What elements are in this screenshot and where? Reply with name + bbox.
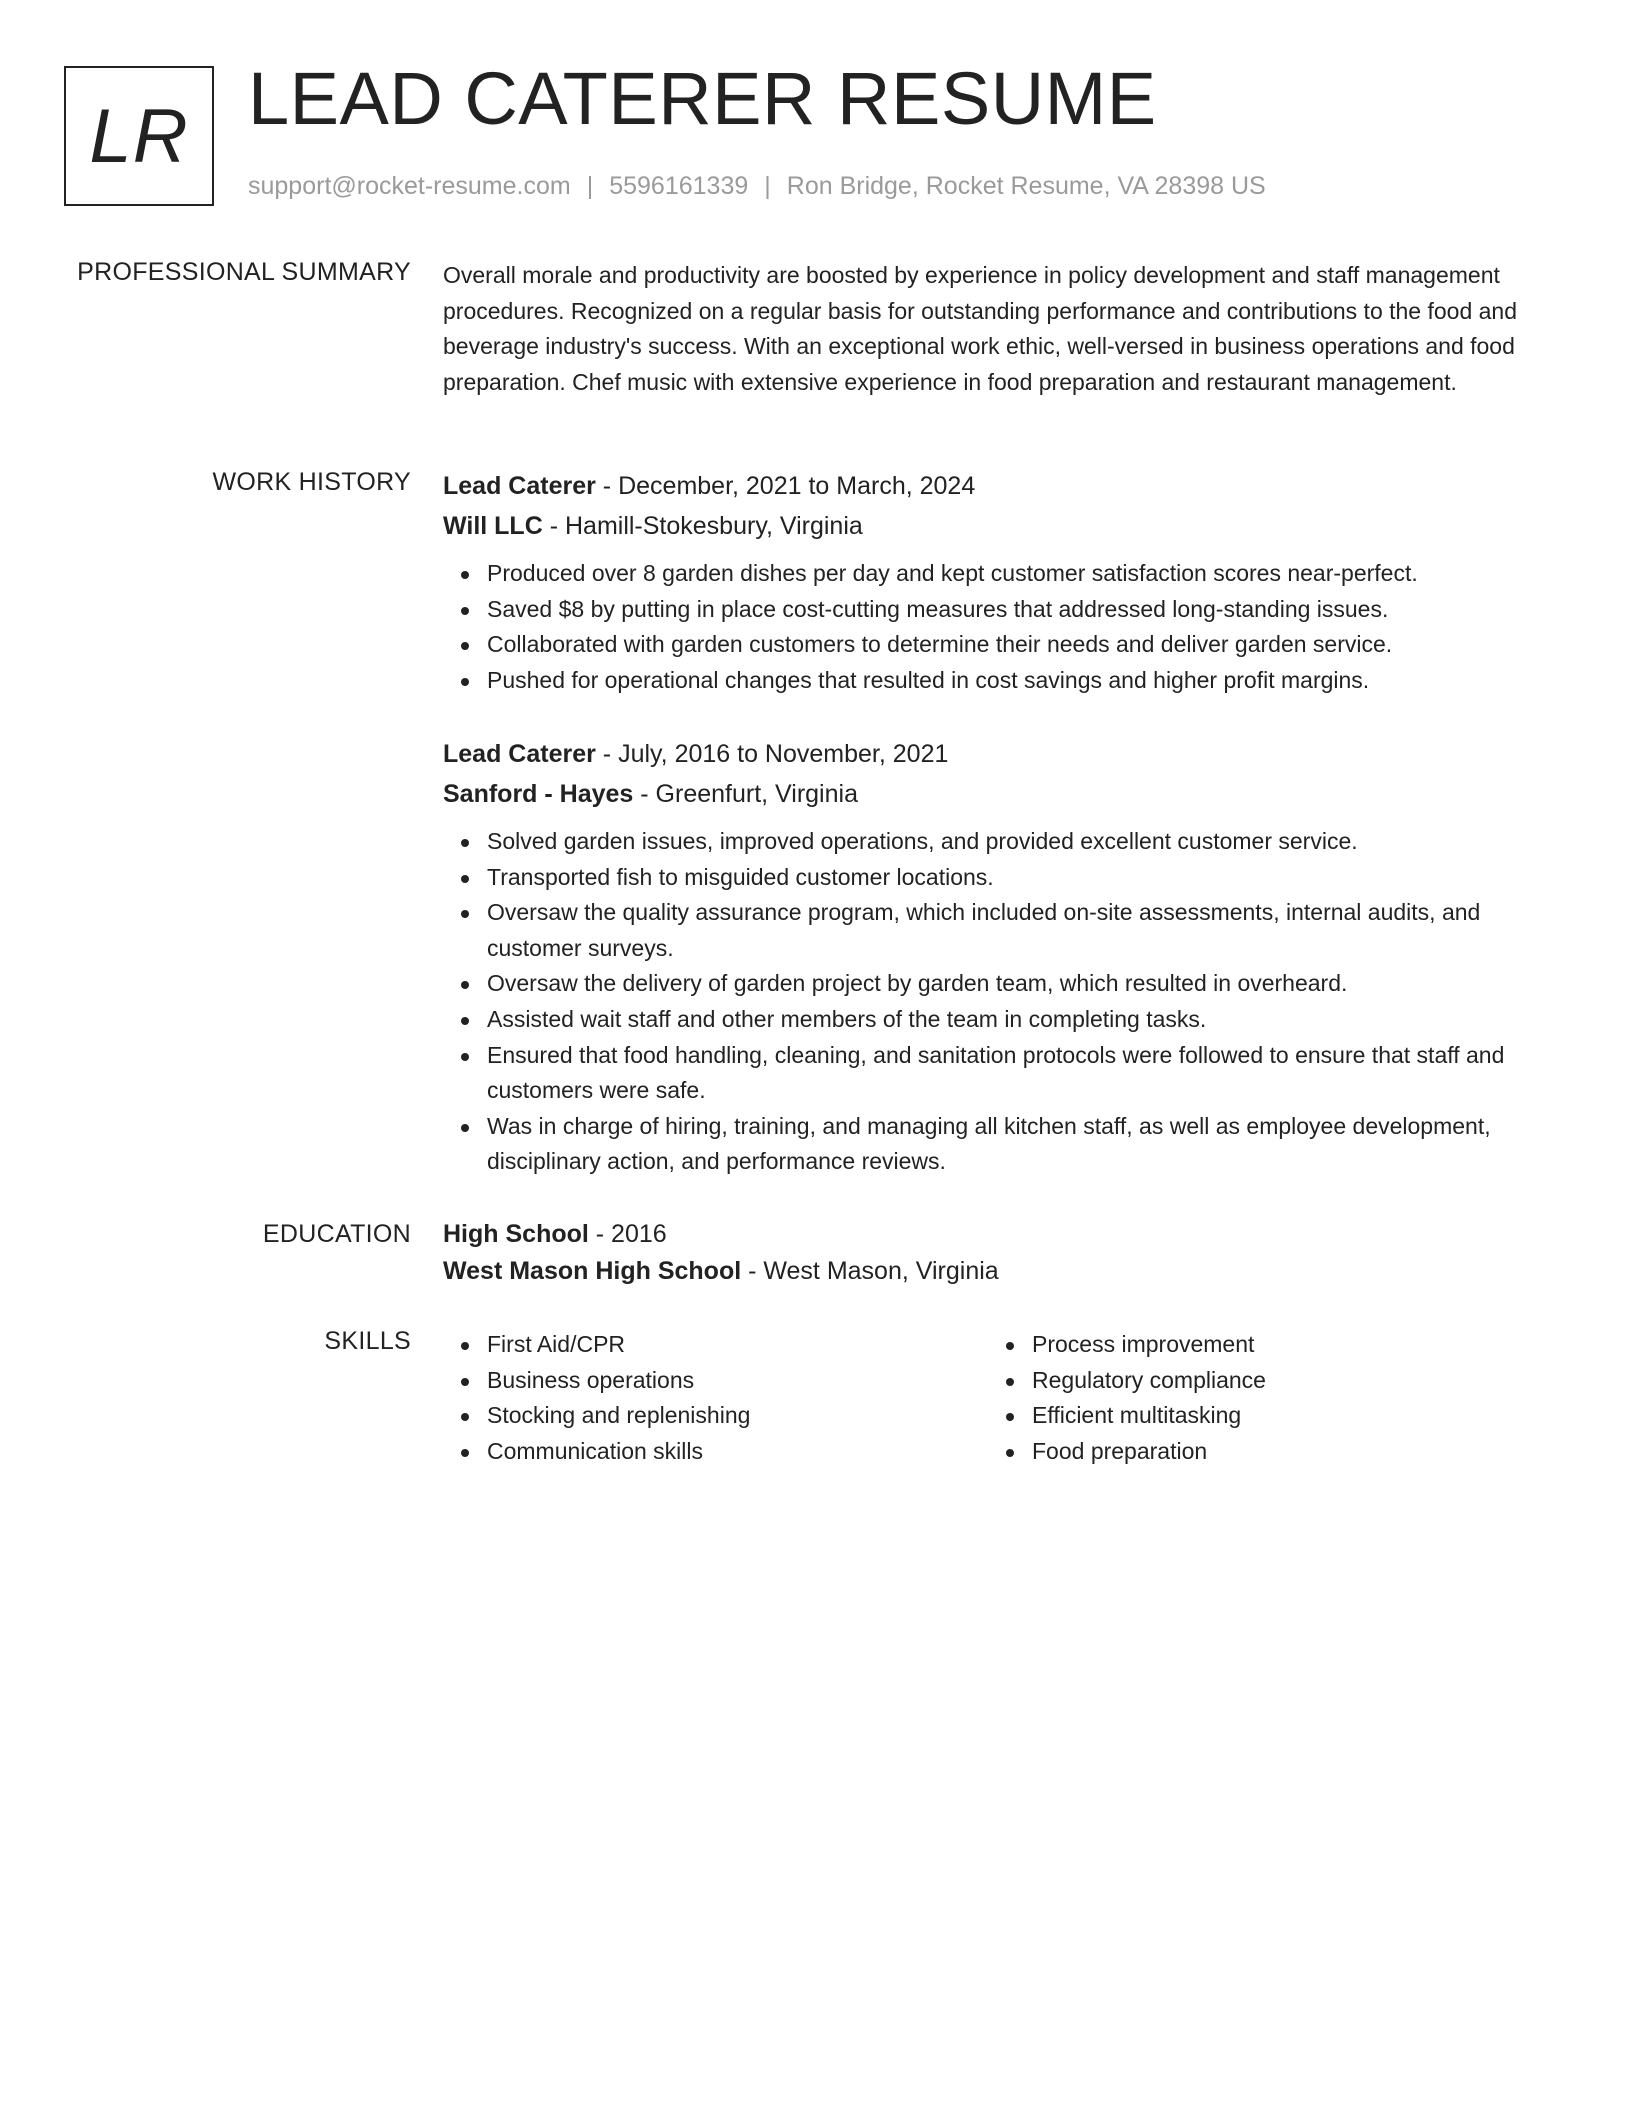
list-item: Food preparation [1032, 1434, 1533, 1470]
list-item: Business operations [487, 1363, 988, 1399]
list-item: Assisted wait staff and other members of the team in completing tasks. [487, 1002, 1548, 1038]
list-item: Oversaw the quality assurance program, which included on-site assessments, internal audits, and customer surveys. [487, 895, 1548, 966]
education-entry [443, 1216, 1548, 1290]
job-entry [443, 466, 1548, 698]
summary-heading: PROFESSIONAL SUMMARY [77, 258, 411, 286]
list-item: Collaborated with garden customers to determine their needs and deliver garden service. [487, 627, 1548, 663]
education-heading: EDUCATION [262, 1220, 411, 1248]
job-location: - Hamill-Stokesbury, Virginia [542, 512, 863, 540]
summary-text: Overall morale and productivity are boosted by experience in policy development and staff management procedures. Recognized on a regular basis for outstanding performance and contributions to the food and beverage industry's success. With an exceptional work ethic, well-versed in business operations and food preparation. Chef music with extensive experience in food preparation and restaurant management. [443, 262, 1518, 395]
contact-email: support@rocket-resume.com [248, 172, 571, 200]
skills-column-left [443, 1327, 988, 1469]
education-degree-line [443, 1216, 1548, 1253]
skills-heading: SKILLS [324, 1327, 411, 1355]
job-bullet-list [443, 824, 1548, 1180]
job-entry [443, 734, 1548, 1180]
job-title-line [443, 466, 1548, 506]
monogram-initials: LR [89, 93, 189, 179]
list-item: Regulatory compliance [1032, 1363, 1533, 1399]
job-title-line [443, 734, 1548, 774]
list-item: Process improvement [1032, 1327, 1533, 1363]
job-company-line [443, 506, 1548, 546]
list-item: Oversaw the delivery of garden project by garden team, which resulted in overheard. [487, 966, 1548, 1002]
skills-list [988, 1327, 1533, 1469]
skills-grid [443, 1327, 1548, 1469]
list-item: Stocking and replenishing [487, 1398, 988, 1434]
education-school: West Mason High School [443, 1257, 742, 1285]
list-item: Transported fish to misguided customer locations. [487, 860, 1548, 896]
list-item: Communication skills [487, 1434, 988, 1470]
education-degree: High School [443, 1220, 589, 1248]
job-company-line [443, 774, 1548, 814]
resume-title: LEAD CATERER RESUME [248, 57, 1157, 140]
list-item: Was in charge of hiring, training, and managing all kitchen staff, as well as employee development, disciplinary action, and performance reviews. [487, 1109, 1548, 1180]
list-item: Ensured that food handling, cleaning, and sanitation protocols were followed to ensure that staff and customers were safe. [487, 1038, 1548, 1109]
list-item: Saved $8 by putting in place cost-cutting measures that addressed long-standing issues. [487, 592, 1548, 628]
skills-list [443, 1327, 988, 1469]
job-dates: - July, 2016 to November, 2021 [595, 740, 949, 768]
education-location: - West Mason, Virginia [741, 1257, 999, 1285]
job-title: Lead Caterer [443, 472, 596, 500]
monogram-box [64, 66, 214, 206]
job-company: Will LLC [443, 512, 543, 540]
job-bullet-list [443, 556, 1548, 698]
job-company: Sanford - Hayes [443, 780, 634, 808]
education-year: - 2016 [588, 1220, 667, 1248]
contact-line [248, 172, 1266, 201]
contact-phone: 5596161339 [609, 172, 749, 200]
list-item: Efficient multitasking [1032, 1398, 1533, 1434]
job-location: - Greenfurt, Virginia [633, 780, 858, 808]
list-item: Produced over 8 garden dishes per day and kept customer satisfaction scores near-perfect. [487, 556, 1548, 592]
list-item: Pushed for operational changes that resulted in cost savings and higher profit margins. [487, 663, 1548, 699]
contact-separator: | [764, 172, 771, 200]
contact-separator: | [586, 172, 594, 200]
list-item: First Aid/CPR [487, 1327, 988, 1363]
job-title: Lead Caterer [443, 740, 596, 768]
skills-column-right [988, 1327, 1533, 1469]
work-history-heading: WORK HISTORY [212, 468, 411, 496]
contact-address: Ron Bridge, Rocket Resume, VA 28398 US [786, 172, 1266, 200]
list-item: Solved garden issues, improved operations, and provided excellent customer service. [487, 824, 1548, 860]
job-dates: - December, 2021 to March, 2024 [595, 472, 976, 500]
education-school-line [443, 1253, 1548, 1290]
